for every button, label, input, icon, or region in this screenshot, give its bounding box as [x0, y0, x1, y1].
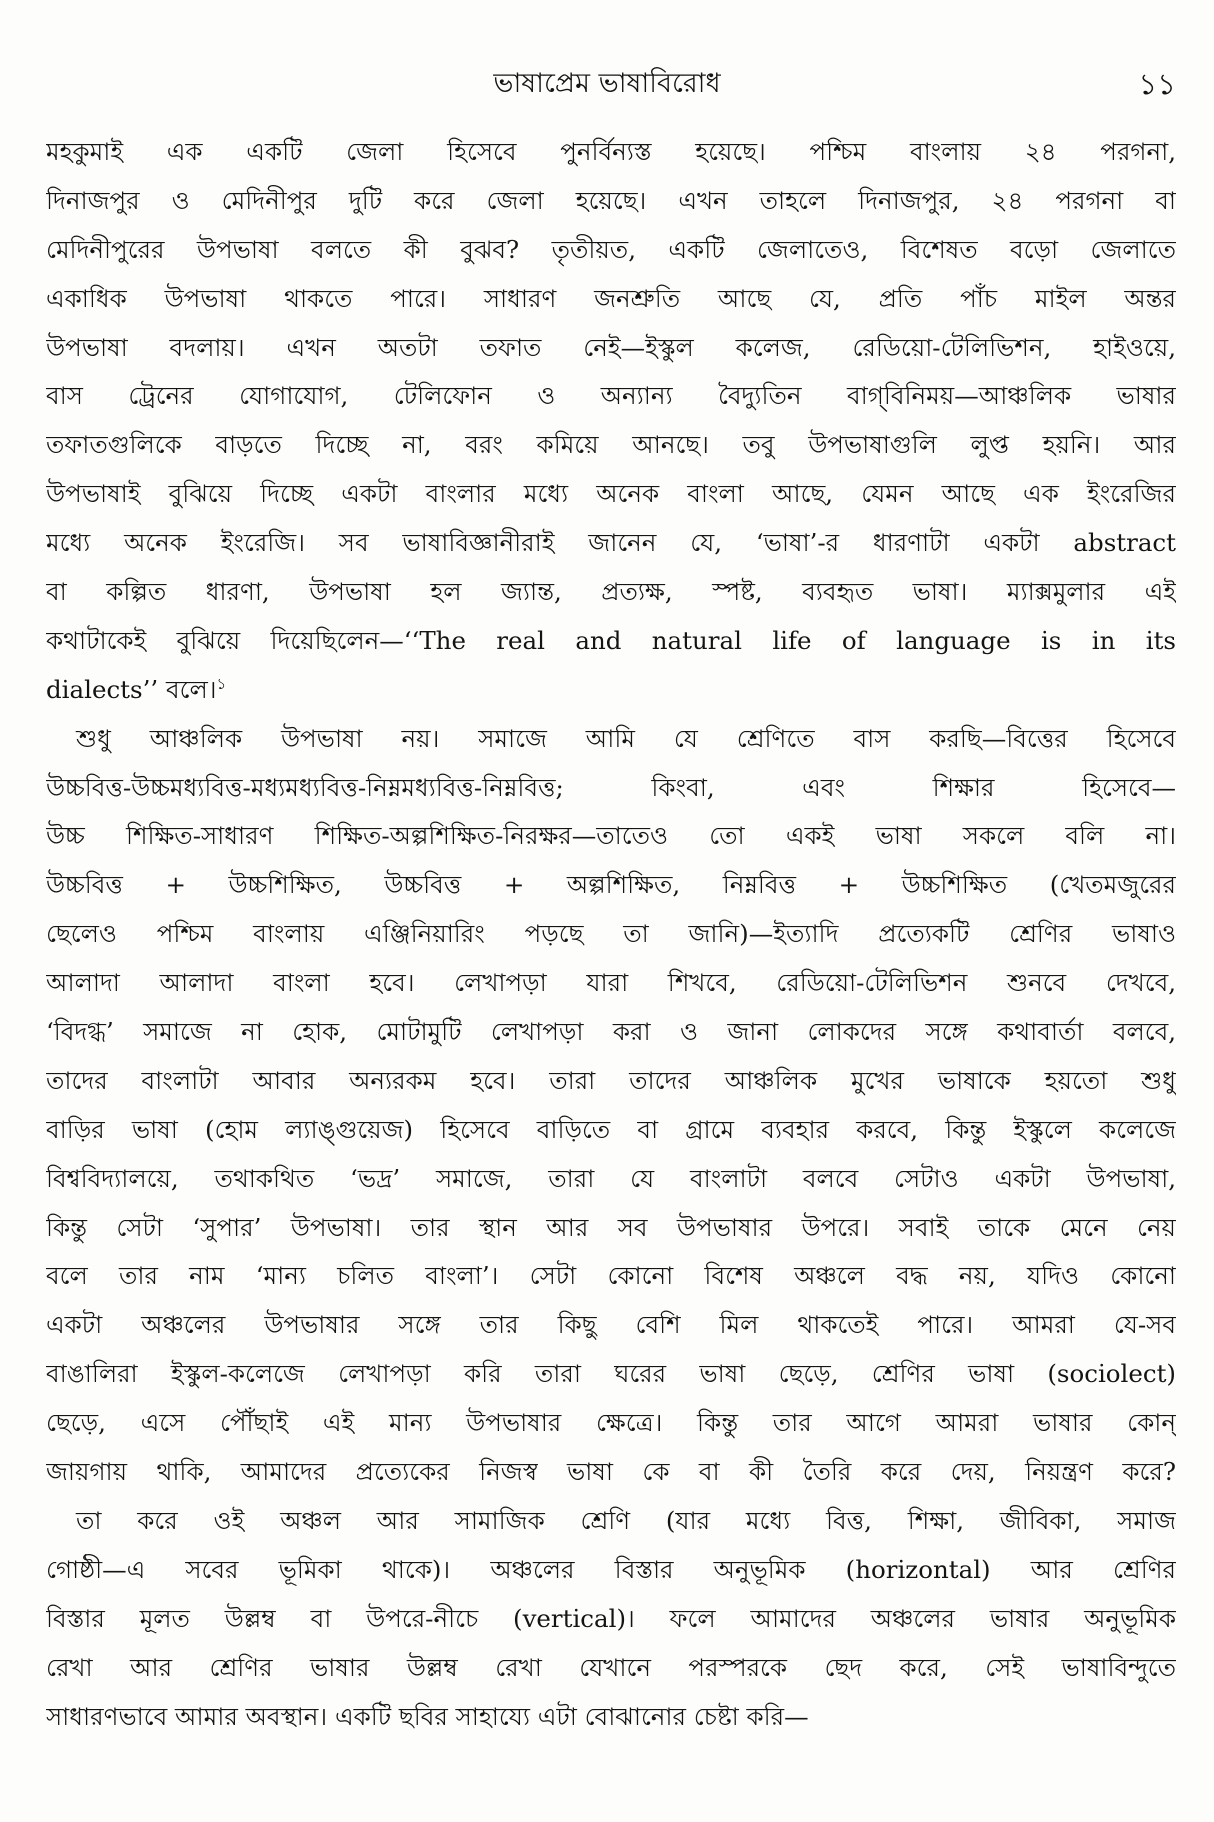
- text-line: তফাতগুলিকে বাড়তে দিচ্ছে না, বরং কমিয়ে আনছে। তবু উপভাষাগুলি লুপ্ত হয়নি। আর: [46, 430, 1176, 460]
- text-line: গোষ্ঠী—এ সবের ভূমিকা থাকে)। অঞ্চলের বিস্তার অনুভূমিক (horizontal) আর শ্রেণির: [46, 1554, 1176, 1584]
- text-line: সাধারণভাবে আমার অবস্থান। একটি ছবির সাহায্যে এটা বোঝানোর চেষ্টা করি—: [46, 1701, 809, 1731]
- text-line: তাদের বাংলাটা আবার অন্যরকম হবে। তারা তাদের আঞ্চলিক মুখের ভাষাকে হয়তো শুধু: [46, 1065, 1176, 1095]
- text-line: উপভাষা বদলায়। এখন অতটা তফাত নেই—ইস্কুল কলেজ, রেডিয়ো-টেলিভিশন, হাইওয়ে,: [46, 332, 1176, 362]
- text-line: বাড়ির ভাষা (হোম ল্যাঙ্গুয়েজ) হিসেবে বাড়িতে বা গ্রামে ব্যবহার করবে, কিন্তু ইস্কুলে কলেজে: [46, 1114, 1176, 1144]
- text-line: বাঙালিরা ইস্কুল-কলেজে লেখাপড়া করি তারা ঘরের ভাষা ছেড়ে, শ্রেণির ভাষা (sociolect): [46, 1359, 1176, 1389]
- text-line: তা করে ওই অঞ্চল আর সামাজিক শ্রেণি (যার মধ্যে বিত্ত, শিক্ষা, জীবিকা, সমাজ: [76, 1505, 1176, 1535]
- text-line: dialects’’ বলে।: [46, 674, 217, 704]
- running-head: [0, 62, 1214, 106]
- text-line-with-footnote: [46, 666, 1176, 715]
- text-line: একটা অঞ্চলের উপভাষার সঙ্গে তার কিছু বেশি মিল থাকতেই পারে। আমরা যে-সব: [46, 1310, 1176, 1340]
- text-line: বাস ট্রেনের যোগাযোগ, টেলিফোন ও অন্যান্য বৈদ্যুতিন বাগ্‌বিনিময়—আঞ্চলিক ভাষার: [46, 381, 1176, 411]
- text-line: বলে তার নাম ‘মান্য চলিত বাংলা’। সেটা কোনো বিশেষ অঞ্চলে বদ্ধ নয়, যদিও কোনো: [46, 1261, 1176, 1291]
- text-line: বিশ্ববিদ্যালয়ে, তথাকথিত ‘ভদ্র’ সমাজে, তারা যে বাংলাটা বলবে সেটাও একটা উপভাষা,: [46, 1163, 1176, 1193]
- text-line: জায়গায় থাকি, আমাদের প্রত্যেকের নিজস্ব ভাষা কে বা কী তৈরি করে দেয়, নিয়ন্ত্রণ করে?: [46, 1457, 1176, 1487]
- body-text: [46, 128, 1176, 1741]
- text-line: ‘বিদগ্ধ’ সমাজে না হোক, মোটামুটি লেখাপড়া করা ও জানা লোকদের সঙ্গে কথাবার্তা বলবে,: [46, 1017, 1176, 1047]
- text-line: রেখা আর শ্রেণির ভাষার উল্লম্ব রেখা যেখানে পরস্পরকে ছেদ করে, সেই ভাষাবিন্দুতে: [46, 1652, 1176, 1682]
- text-line: মধ্যে অনেক ইংরেজি। সব ভাষাবিজ্ঞানীরাই জানেন যে, ‘ভাষা’-র ধারণাটা একটা abstract: [46, 528, 1176, 558]
- text-line: দিনাজপুর ও মেদিনীপুর দুটি করে জেলা হয়েছে। এখন তাহলে দিনাজপুর, ২৪ পরগনা বা: [46, 185, 1176, 215]
- running-title: ভাষাপ্রেম ভাষাবিরোধ: [493, 68, 721, 99]
- text-line: উচ্চবিত্ত + উচ্চশিক্ষিত, উচ্চবিত্ত + অল্পশিক্ষিত, নিম্নবিত্ত + উচ্চশিক্ষিত (খেতমজুরের: [46, 870, 1176, 900]
- text-line: শুধু আঞ্চলিক উপভাষা নয়। সমাজে আমি যে শ্রেণিতে বাস করছি—বিত্তের হিসেবে: [76, 723, 1176, 753]
- text-line: উচ্চবিত্ত-উচ্চমধ্যবিত্ত-মধ্যমধ্যবিত্ত-নিম্নমধ্যবিত্ত-নিম্নবিত্ত; কিংবা, এবং শিক্ষার হিসেবে—: [46, 772, 1176, 802]
- page-number: ১১: [1138, 67, 1176, 101]
- text-line: ছেড়ে, এসে পৌঁছাই এই মান্য উপভাষার ক্ষেত্রে। কিন্তু তার আগে আমরা ভাষার কোন্‌: [46, 1408, 1176, 1438]
- text-line: বা কল্পিত ধারণা, উপভাষা হল জ্যান্ত, প্রত্যক্ষ, স্পষ্ট, ব্যবহৃত ভাষা। ম্যাক্সমুলার এই: [46, 577, 1176, 607]
- text-line: কথাটাকেই বুঝিয়ে দিয়েছিলেন—‘‘The real and natural life of language is in its: [46, 625, 1176, 655]
- text-line: একাধিক উপভাষা থাকতে পারে। সাধারণ জনশ্রুতি আছে যে, প্রতি পাঁচ মাইল অন্তর: [46, 283, 1176, 313]
- text-line: বিস্তার মূলত উল্লম্ব বা উপরে-নীচে (vertical)। ফলে আমাদের অঞ্চলের ভাষার অনুভূমিক: [46, 1603, 1176, 1633]
- text-line: উপভাষাই বুঝিয়ে দিচ্ছে একটা বাংলার মধ্যে অনেক বাংলা আছে, যেমন আছে এক ইংরেজির: [46, 479, 1176, 509]
- text-line: কিন্তু সেটা ‘সুপার’ উপভাষা। তার স্থান আর সব উপভাষার উপরে। সবাই তাকে মেনে নেয়: [46, 1212, 1176, 1242]
- text-line: মহকুমাই এক একটি জেলা হিসেবে পুনর্বিন্যস্ত হয়েছে। পশ্চিম বাংলায় ২৪ পরগনা,: [46, 137, 1176, 166]
- text-line: উচ্চ শিক্ষিত-সাধারণ শিক্ষিত-অল্পশিক্ষিত-নিরক্ষর—তাতেও তো একই ভাষা সকলে বলি না।: [46, 821, 1176, 851]
- text-line: আলাদা আলাদা বাংলা হবে। লেখাপড়া যারা শিখবে, রেডিয়ো-টেলিভিশন শুনবে দেখবে,: [46, 968, 1176, 998]
- footnote-marker: ১: [216, 674, 227, 693]
- text-line: মেদিনীপুরের উপভাষা বলতে কী বুঝব? তৃতীয়ত, একটি জেলাতেও, বিশেষত বড়ো জেলাতে: [46, 234, 1176, 264]
- text-line: ছেলেও পশ্চিম বাংলায় এঞ্জিনিয়ারিং পড়ছে তা জানি)—ইত্যাদি প্রত্যেকটি শ্রেণির ভাষাও: [46, 919, 1176, 949]
